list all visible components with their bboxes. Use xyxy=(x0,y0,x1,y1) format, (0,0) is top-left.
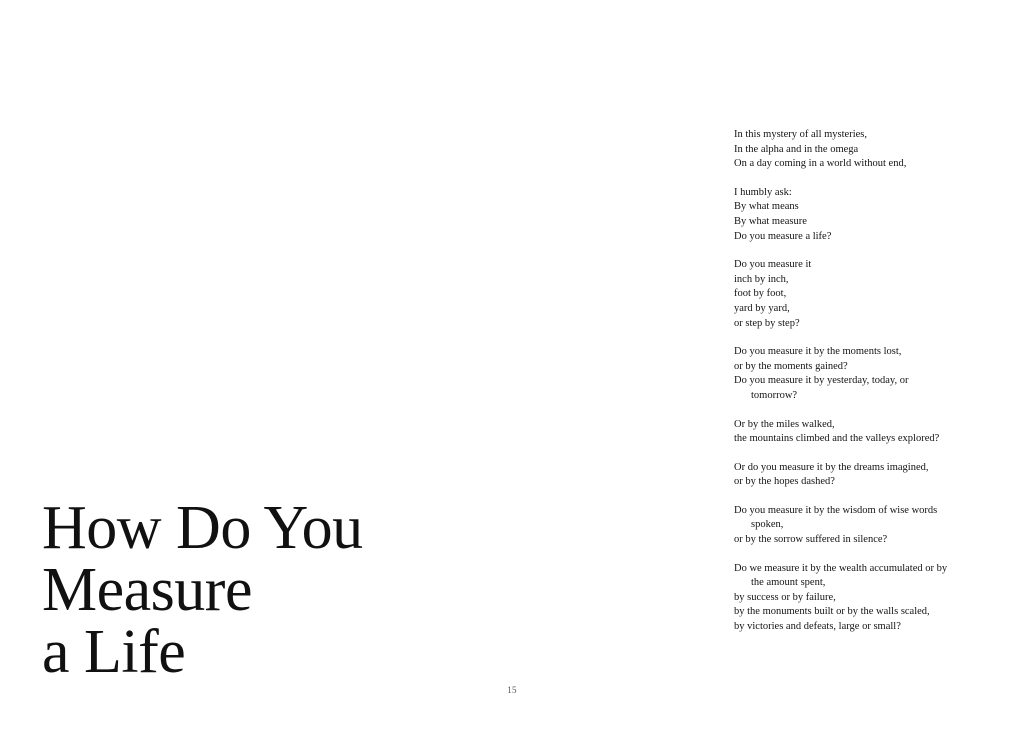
poem-stanza xyxy=(734,128,1004,172)
poem-stanza xyxy=(734,418,1004,447)
page-title-line: How Do You xyxy=(42,493,363,562)
poem-line: Do you measure it xyxy=(734,259,812,271)
poem-stanza xyxy=(734,461,1004,490)
poem-stanza xyxy=(734,186,1004,244)
poem-line: or by the moments gained? xyxy=(734,360,848,372)
poem-line: In this mystery of all mysteries, xyxy=(734,129,867,140)
poem-line: spoken, xyxy=(751,519,784,531)
right-page xyxy=(512,0,1024,736)
poem-line: or by the sorrow suffered in silence? xyxy=(734,534,888,546)
poem-line: yard by yard, xyxy=(734,302,790,314)
poem-line: the amount spent, xyxy=(751,577,826,589)
poem-line: or step by step? xyxy=(734,317,800,329)
poem-line: Do you measure a life? xyxy=(734,230,832,242)
page-title xyxy=(42,493,482,686)
poem-stanza xyxy=(734,258,1004,331)
poem-line: Do you measure it by yesterday, today, or xyxy=(734,375,909,387)
page-title-line: a Life xyxy=(42,617,186,686)
poem-stanza xyxy=(734,345,1004,403)
poem-line: Or do you measure it by the dreams imagined, xyxy=(734,461,929,473)
poem-body xyxy=(734,128,1004,635)
poem-line: or by the hopes dashed? xyxy=(734,476,835,488)
poem-stanza xyxy=(734,562,1004,635)
poem-stanza xyxy=(734,504,1004,548)
folio-page-number: 15 xyxy=(507,685,517,695)
poem-line: Do we measure it by the wealth accumulated or by xyxy=(734,562,948,574)
poem-line: foot by foot, xyxy=(734,288,787,300)
poem-line: Or by the miles walked, xyxy=(734,418,835,430)
poem-line: by victories and defeats, large or small? xyxy=(734,621,901,633)
poem-line: by the monuments built or by the walls scaled, xyxy=(734,606,930,618)
poem-line: tomorrow? xyxy=(751,389,798,401)
poem-line: By what means xyxy=(734,201,799,213)
page-title-line: Measure xyxy=(42,555,252,624)
poem-line: Do you measure it by the wisdom of wise words xyxy=(734,504,938,516)
poem-line: the mountains climbed and the valleys explored? xyxy=(734,433,940,445)
poem-line: In the alpha and in the omega xyxy=(734,143,859,155)
poem-line: I humbly ask: xyxy=(734,186,792,198)
poem-line: By what measure xyxy=(734,215,807,227)
poem-line: Do you measure it by the moments lost, xyxy=(734,346,902,358)
poem-line: inch by inch, xyxy=(734,273,789,285)
poem-line: On a day coming in a world without end, xyxy=(734,158,907,170)
poem-line: by success or by failure, xyxy=(734,591,836,603)
